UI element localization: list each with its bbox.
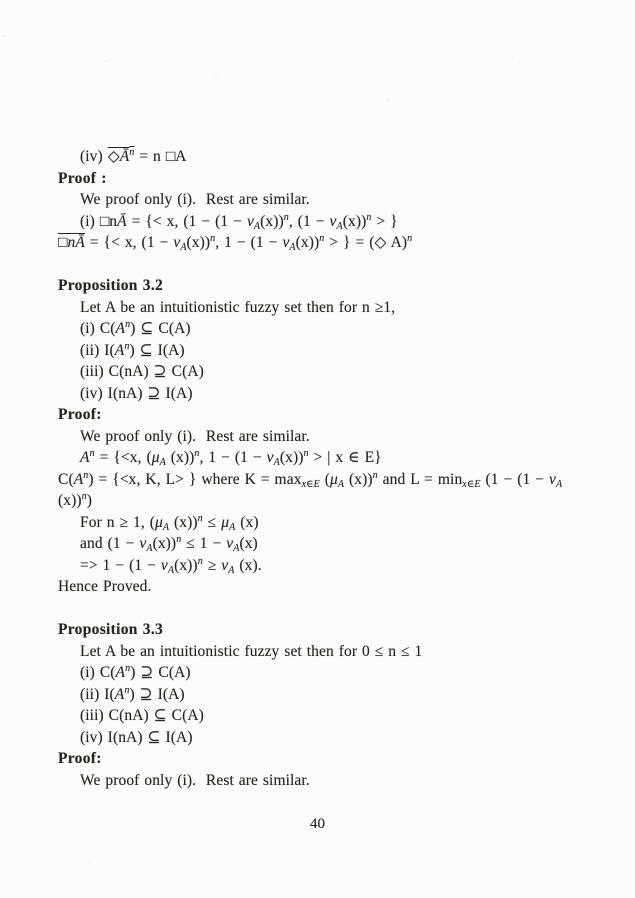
proposition-3-2-statement: Let A be an intuitionistic fuzzy set then for n ≥1, <box>80 298 396 316</box>
inequality-mu: For n ≥ 1, ($\mu_A$ $(x))^n \le \mu_A$ (x) <box>80 512 259 533</box>
prop-3-3-item-i: (i) $C(A^n)$ ⊇ C(A) <box>80 663 191 681</box>
proposition-3-3-heading: Proposition 3.3 <box>58 621 164 638</box>
proof-heading-3: Proof: <box>58 750 102 767</box>
proof-remark-2: We proof only (i). Rest are similar. <box>80 427 310 445</box>
equation-C-A-power-n-cont: (x))$^n$) <box>58 491 93 509</box>
equation-C-A-power-n: $C(A^n) = \{<x$, K, L> } where $K = \max_{x\in E} (\mu_A$ (x))$^n$ and $L = \min_{x\in E} (1 - (1 - \nu_A$ <box>58 469 563 490</box>
equation-box-nA: (i) □nĀ = {< x, ($1 - (1 - \nu_A(x))^n$, $(1 - \nu_A(x))^n$ > } <box>80 211 398 232</box>
proof-heading-2: Proof: <box>58 406 102 423</box>
prop-3-2-item-iii: (iii) C(nA) ⊇ C(A) <box>80 363 204 380</box>
prop-3-2-item-iv: (iv) I(nA) ⊇ I(A) <box>80 384 193 402</box>
text-block <box>58 146 586 791</box>
proposition-3-2-heading: Proposition 3.2 <box>58 277 164 294</box>
page-number: 40 <box>310 816 325 832</box>
inequality-implication: => $1 - (1 - \nu_A(x))^n \ge \nu_A$ (x). <box>80 555 262 576</box>
prop-3-3-item-iv: (iv) I(nA) ⊆ I(A) <box>80 728 193 746</box>
equation-box-nA-overline: □nĀ = {< x, $(1 - \nu_A(x))^n$, $1 - (1 - \nu_A(x))^n$ > } = (◇ A)$^n$ <box>58 233 413 253</box>
item-iv-overline-diamond: (iv) $◇Ā^n = n$ □A <box>80 147 187 165</box>
equation-A-power-n: $A^n = \{<x$, ($\mu_A$ (x))$^n$, $1 - (1 - \nu_A(x))^n$ > | x ∈ E} <box>80 448 382 468</box>
proposition-3-3-statement: Let A be an intuitionistic fuzzy set then for 0 ≤ n ≤ 1 <box>80 642 423 660</box>
hence-proved: Hence Proved. <box>58 578 152 595</box>
proof-heading-1: Proof : <box>58 169 107 187</box>
prop-3-2-item-i: (i) $C(A^n)$ ⊆ C(A) <box>80 319 191 337</box>
proof-remark-1: We proof only (i). Rest are similar. <box>80 191 310 208</box>
prop-3-2-item-ii: (ii) $I(A^n)$ ⊆ I(A) <box>80 340 185 359</box>
inequality-nu: and $(1 - \nu_A(x))^n \le 1 - \nu_A(x)$ <box>80 534 258 554</box>
proof-remark-3: We proof only (i). Rest are similar. <box>80 771 310 789</box>
prop-3-3-item-iii: (iii) C(nA) ⊆ C(A) <box>80 707 204 724</box>
prop-3-3-item-ii: (ii) $I(A^n)$ ⊇ I(A) <box>80 684 185 703</box>
